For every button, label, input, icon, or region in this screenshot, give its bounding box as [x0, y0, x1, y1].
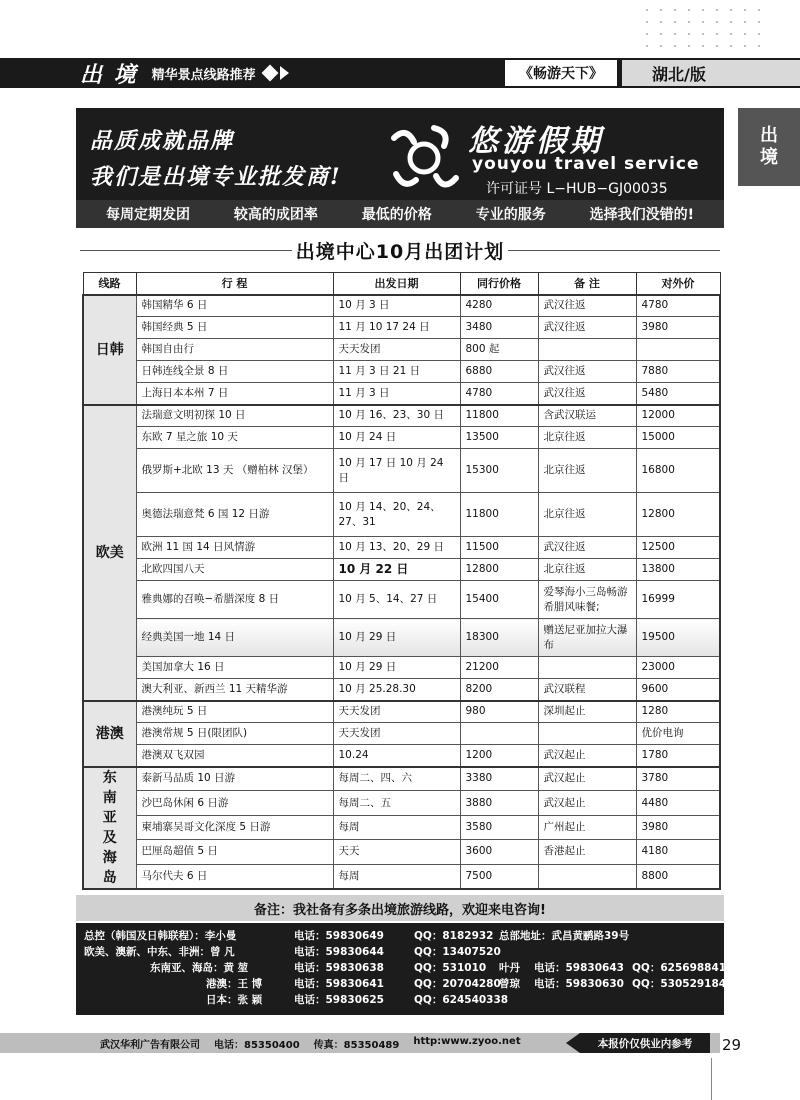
column-header: 线路: [83, 273, 136, 295]
peer-price-cell: 3480: [460, 317, 538, 339]
date-cell: 11 月 10 17 24 日: [333, 317, 460, 339]
peer-price-cell: 8200: [460, 679, 538, 701]
retail-price-cell: 13800: [636, 559, 720, 581]
note-cell: 含武汉联运: [538, 405, 636, 427]
retail-price-cell: 16800: [636, 449, 720, 493]
retail-price-cell: 15000: [636, 427, 720, 449]
contact-dept: 东南亚、海岛：黄 堃: [150, 962, 249, 974]
contact-phone: 电话：59830630: [534, 978, 624, 990]
retail-price-cell: [636, 339, 720, 361]
contact-phone: 电话：59830649: [294, 930, 384, 942]
peer-price-cell: 7500: [460, 864, 538, 888]
route-group-label: 欧美: [83, 405, 136, 701]
note-cell: 武汉起止: [538, 767, 636, 791]
contact-dept: 港澳：王 博: [206, 978, 263, 990]
peer-price-cell: 1200: [460, 745, 538, 767]
group-hongkong-macau: [83, 701, 720, 767]
brand-logo-icon: [384, 118, 464, 198]
peer-price-cell: 15300: [460, 449, 538, 493]
route-cell: 韩国自由行: [136, 339, 333, 361]
note-cell: 武汉往返: [538, 383, 636, 405]
contact-row: [84, 992, 716, 1008]
table-row: [83, 791, 720, 815]
peer-price-cell: 3380: [460, 767, 538, 791]
table-row: [83, 537, 720, 559]
contact-phone: 电话：59830644: [294, 946, 384, 958]
schedule-title-row: [80, 236, 720, 264]
peer-price-cell: 4280: [460, 295, 538, 317]
contact-box: [76, 923, 727, 1015]
contact-phone: 电话：59830641: [294, 978, 384, 990]
date-cell: 每周: [333, 815, 460, 839]
retail-price-cell: 4780: [636, 295, 720, 317]
ad-feature: 专业的服务: [475, 207, 546, 223]
peer-price-cell: 11500: [460, 537, 538, 559]
footer-info: [100, 1036, 521, 1051]
route-cell: 上海日本本州 7 日: [136, 383, 333, 405]
route-cell: 韩国经典 5 日: [136, 317, 333, 339]
date-cell: 10 月 13、20、29 日: [333, 537, 460, 559]
date-cell: 10 月 3 日: [333, 295, 460, 317]
route-cell: 欧洲 11 国 14 日风情游: [136, 537, 333, 559]
note-cell: 北京往返: [538, 493, 636, 537]
table-row: [83, 361, 720, 383]
section-subtitle: 精华景点线路推荐: [151, 67, 256, 83]
route-cell: 雅典娜的召唤−希腊深度 8 日: [136, 581, 333, 619]
peer-price-cell: 3880: [460, 791, 538, 815]
contact-qq: QQ：531010: [414, 962, 487, 974]
magazine-name: 《畅游天下》: [505, 60, 617, 86]
travel-agency-ad: [76, 108, 724, 228]
date-cell: 10 月 14、20、24、 27、31: [333, 493, 460, 537]
note-cell: 武汉往返: [538, 361, 636, 383]
retail-price-cell: 优价电询: [636, 723, 720, 745]
group-europe-america: [83, 405, 720, 701]
footer-arrow-icon: [566, 1033, 580, 1053]
route-group-label: 日韩: [83, 295, 136, 405]
peer-price-cell: 11800: [460, 405, 538, 427]
peer-price-cell: 11800: [460, 493, 538, 537]
route-cell: 柬埔寨吴哥文化深度 5 日游: [136, 815, 333, 839]
ad-slogan-2: 我们是出境专业批发商!: [90, 164, 342, 190]
date-cell: 每周: [333, 864, 460, 888]
side-tab-line2: 境: [760, 147, 778, 168]
table-row: [83, 317, 720, 339]
retail-price-cell: 23000: [636, 657, 720, 679]
route-cell: 韩国精华 6 日: [136, 295, 333, 317]
peer-price-cell: 13500: [460, 427, 538, 449]
side-tab: [738, 108, 800, 186]
contact-name: 叶丹: [499, 962, 520, 974]
ad-feature: 每周定期发团: [105, 207, 190, 223]
peer-price-cell: 3580: [460, 815, 538, 839]
column-header: 备 注: [538, 273, 636, 295]
note-cell: 武汉往返: [538, 295, 636, 317]
date-cell: 天天发团: [333, 701, 460, 723]
date-cell: 天天发团: [333, 339, 460, 361]
contact-phone: 电话：59830638: [294, 962, 384, 974]
footer-fax: 传真：85350489: [313, 1040, 400, 1051]
contact-row: [84, 944, 716, 960]
note-cell: 武汉起止: [538, 791, 636, 815]
retail-price-cell: 3980: [636, 317, 720, 339]
peer-price-cell: 800 起: [460, 339, 538, 361]
route-cell: 俄罗斯+北欧 13 天 （赠柏林 汉堡）: [136, 449, 333, 493]
table-row: [83, 679, 720, 701]
retail-price-cell: 1280: [636, 701, 720, 723]
contact-dept: 日本：张 颖: [206, 994, 263, 1006]
note-cell: 深圳起止: [538, 701, 636, 723]
peer-price-cell: 15400: [460, 581, 538, 619]
route-cell: 北欧四国八天: [136, 559, 333, 581]
date-cell: 天天: [333, 840, 460, 864]
contact-qq: QQ：624540338: [414, 994, 509, 1006]
ad-slogan-1: 品质成就品牌: [90, 128, 235, 154]
edition-label: 湖北/版: [622, 60, 800, 86]
column-header: 出发日期: [333, 273, 460, 295]
departure-schedule-table: [82, 272, 721, 890]
date-cell: 10.24: [333, 745, 460, 767]
note-cell: 武汉往返: [538, 537, 636, 559]
contact-row: [84, 976, 727, 992]
route-cell: 巴厘岛超值 5 日: [136, 840, 333, 864]
table-row: [83, 295, 720, 317]
contact-qq: QQ：20704280: [414, 978, 501, 990]
note-cell: 香港起止: [538, 840, 636, 864]
decorative-dot-grid: [640, 4, 760, 52]
ad-feature: 较高的成团率: [233, 207, 318, 223]
table-row: [83, 559, 720, 581]
ad-feature: 选择我们没错的!: [589, 207, 695, 223]
note-cell: 广州起止: [538, 815, 636, 839]
note-cell: [538, 723, 636, 745]
date-cell: 10 月 5、14、27 日: [333, 581, 460, 619]
table-row: [83, 339, 720, 361]
note-cell: 武汉往返: [538, 317, 636, 339]
note-cell: 北京往返: [538, 449, 636, 493]
peer-price-cell: 12800: [460, 559, 538, 581]
retail-price-cell: 3780: [636, 767, 720, 791]
side-tab-line1: 出: [760, 125, 778, 146]
retail-price-cell: 5480: [636, 383, 720, 405]
peer-price-cell: 3600: [460, 840, 538, 864]
contact-row: [84, 960, 727, 976]
table-row: [83, 581, 720, 619]
route-cell: 港澳常规 5 日(限团队): [136, 723, 333, 745]
route-group-label: 东南亚及海岛: [83, 767, 136, 889]
note-cell: 北京往返: [538, 559, 636, 581]
date-cell: 10 月 24 日: [333, 427, 460, 449]
retail-price-cell: 9600: [636, 679, 720, 701]
route-cell: 沙巴岛休闲 6 日游: [136, 791, 333, 815]
note-cell: 赠送尼亚加拉大瀑布: [538, 619, 636, 657]
date-cell: 10 月 22 日: [333, 559, 460, 581]
table-row: [83, 657, 720, 679]
note-cell: [538, 339, 636, 361]
route-group-label: 港澳: [83, 701, 136, 767]
hq-address: 总部地址：武昌黄鹂路39号: [499, 930, 630, 942]
retail-price-cell: 4480: [636, 791, 720, 815]
table-row: [83, 723, 720, 745]
page-number: 29: [722, 1036, 742, 1054]
contact-phone: 电话：59830643: [534, 962, 624, 974]
section-big-title: 出 境: [80, 61, 138, 88]
route-cell: 美国加拿大 16 日: [136, 657, 333, 679]
column-header: 对外价: [636, 273, 720, 295]
route-cell: 经典美国一地 14 日: [136, 619, 333, 657]
peer-price-cell: [460, 723, 538, 745]
table-row: [83, 449, 720, 493]
column-header: 同行价格: [460, 273, 538, 295]
table-row: [83, 383, 720, 405]
note-cell: 武汉起止: [538, 745, 636, 767]
retail-price-cell: 3980: [636, 815, 720, 839]
date-cell: 10 月 29 日: [333, 657, 460, 679]
table-row: [83, 493, 720, 537]
date-cell: 10 月 17 日 10 月 24 日: [333, 449, 460, 493]
retail-price-cell: 7880: [636, 361, 720, 383]
route-cell: 港澳纯玩 5 日: [136, 701, 333, 723]
note-cell: 爱琴海小三岛畅游希腊风味餐;: [538, 581, 636, 619]
date-cell: 10 月 25.28.30: [333, 679, 460, 701]
date-cell: 每周二、四、六: [333, 767, 460, 791]
route-cell: 泰新马品质 10 日游: [136, 767, 333, 791]
footer-disclaimer: 本报价仅供业内参考: [580, 1033, 710, 1053]
ad-feature-bar: [76, 200, 724, 228]
table-header-row: [83, 273, 720, 295]
note-cell: [538, 657, 636, 679]
table-row: [83, 701, 720, 723]
group-southeast-asia: [83, 767, 720, 889]
retail-price-cell: 4180: [636, 840, 720, 864]
retail-price-cell: 12800: [636, 493, 720, 537]
peer-price-cell: 4780: [460, 383, 538, 405]
ad-feature: 最低的价格: [361, 207, 432, 223]
retail-price-cell: 16999: [636, 581, 720, 619]
footer-company: 武汉华利广告有限公司: [100, 1040, 200, 1051]
diamond-icon: [261, 65, 278, 82]
peer-price-cell: 21200: [460, 657, 538, 679]
retail-price-cell: 19500: [636, 619, 720, 657]
date-cell: 每周二、五: [333, 791, 460, 815]
table-row: [83, 864, 720, 888]
table-row: [83, 767, 720, 791]
date-cell: 10 月 29 日: [333, 619, 460, 657]
table-row: [83, 427, 720, 449]
license-number: 许可证号 L−HUB−GJ00035: [486, 181, 668, 197]
table-row: [83, 815, 720, 839]
footer-tel: 电话：85350400: [214, 1040, 300, 1051]
table-row: [83, 619, 720, 657]
contact-qq: QQ：625698841: [632, 962, 727, 974]
group-japan-korea: [83, 295, 720, 405]
section-heading: [80, 60, 289, 86]
peer-price-cell: 18300: [460, 619, 538, 657]
peer-price-cell: 980: [460, 701, 538, 723]
date-cell: 10 月 16、23、30 日: [333, 405, 460, 427]
contact-dept: 总控（韩国及日韩联程）：李小曼: [84, 930, 237, 942]
route-cell: 日韩连线全景 8 日: [136, 361, 333, 383]
route-cell: 法瑞意文明初探 10 日: [136, 405, 333, 427]
contact-qq: QQ：13407520: [414, 946, 501, 958]
contact-qq: QQ：530529184: [632, 978, 727, 990]
route-cell: 东欧 7 星之旅 10 天: [136, 427, 333, 449]
retail-price-cell: 12000: [636, 405, 720, 427]
brand-name-cn: 悠游假期: [468, 124, 604, 159]
route-cell: 港澳双飞双园: [136, 745, 333, 767]
date-cell: 11 月 3 日 21 日: [333, 361, 460, 383]
table-row: [83, 840, 720, 864]
table-row: [83, 405, 720, 427]
title-divider-left: [80, 250, 292, 251]
date-cell: 11 月 3 日: [333, 383, 460, 405]
footer-website: http:www.zyoo.net: [413, 1036, 521, 1047]
note-cell: [538, 864, 636, 888]
contact-row: [84, 928, 716, 944]
date-cell: 天天发团: [333, 723, 460, 745]
contact-dept: 欧美、澳新、中东、非洲：曾 凡: [84, 946, 235, 958]
chevron-right-icon: [280, 66, 289, 80]
retail-price-cell: 8800: [636, 864, 720, 888]
route-cell: 马尔代夫 6 日: [136, 864, 333, 888]
contact-name: 曾琼: [499, 978, 520, 990]
retail-price-cell: 1780: [636, 745, 720, 767]
retail-price-cell: 12500: [636, 537, 720, 559]
contact-phone: 电话：59830625: [294, 994, 384, 1006]
contact-qq: QQ：8182932: [414, 930, 494, 942]
route-cell: 奥德法瑞意梵 6 国 12 日游: [136, 493, 333, 537]
schedule-title: 出境中心10月出团计划: [295, 240, 505, 263]
route-cell: 澳大利亚、新西兰 11 天精华游: [136, 679, 333, 701]
title-divider-right: [508, 250, 720, 251]
table-row: [83, 745, 720, 767]
brand-name-en: youyou travel service: [472, 154, 700, 174]
column-header: 行 程: [136, 273, 333, 295]
note-cell: 武汉联程: [538, 679, 636, 701]
page-divider: [711, 1058, 712, 1100]
notice-bar: 备注：我社备有多条出境旅游线路，欢迎来电咨询!: [76, 895, 724, 921]
peer-price-cell: 6880: [460, 361, 538, 383]
note-cell: 北京往返: [538, 427, 636, 449]
